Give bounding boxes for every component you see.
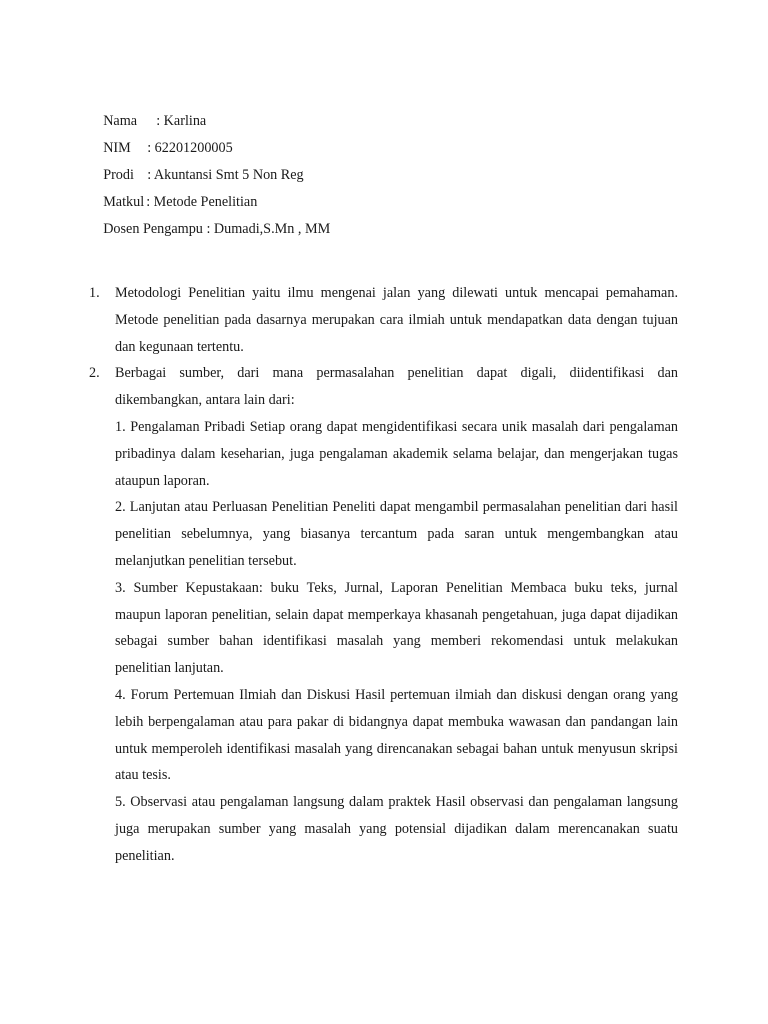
list-item — [89, 280, 678, 360]
sub-paragraph: 3. Sumber Kepustakaan: buku Teks, Jurnal, Laporan Penelitian Membaca buku teks, jurnal maupun laporan penelitian, selain dapat memperkaya khasanah pengetahuan, juga dapat dijadikan sebagai sumber bahan identifikasi masalah yang memberi rekomendasi untuk melakukan penelitian lanjutan. — [115, 579, 678, 677]
item-number: 2. — [89, 365, 100, 382]
sub-paragraph: 2. Lanjutan atau Perluasan Penelitian Peneliti dapat mengambil permasalahan penelitian dari hasil penelitian sebelumnya, yang biasanya tercantum pada saran untuk mengembangkan atau melanjutkan penelitian tersebut. — [115, 499, 678, 569]
paragraph: Metodologi Penelitian yaitu ilmu mengenai jalan yang dilewati untuk mencapai pemahaman. Metode penelitian pada dasarnya merupakan cara ilmiah untuk mendapatkan data dengan tujuan dan kegunaan tertentu. — [115, 285, 678, 355]
list-item — [89, 360, 678, 869]
item-number: 1. — [89, 285, 100, 301]
item-body — [115, 360, 678, 869]
sub-paragraph: 1. Pengalaman Pribadi Setiap orang dapat mengidentifikasi secara unik masalah dari pengalaman pribadinya dalam keseharian, juga pengalaman akademik selama belajar, dan mengerjakan tugas ataupun laporan. — [115, 418, 678, 489]
dosen-value: : Dumadi,S.Mn , MM — [206, 221, 331, 237]
nama-value: : Karlina — [156, 113, 207, 129]
paragraph: Berbagai sumber, dari mana permasalahan penelitian dapat digali, diidentifikasi dan dikembangkan, antara lain dari: — [115, 365, 678, 409]
nama-label: Nama — [103, 113, 138, 129]
prodi-value: : Akuntansi Smt 5 Non Reg — [147, 167, 304, 183]
nim-value: : 62201200005 — [147, 140, 233, 156]
nim-label: NIM — [103, 140, 131, 156]
sub-paragraph: 4. Forum Pertemuan Ilmiah dan Diskusi Hasil pertemuan ilmiah dan diskusi dengan orang yang lebih berpengalaman atau para pakar di bidangnya dapat membuka wawasan dan pandangan lain untuk memperoleh identifikasi masalah yang direncanakan sebagai bahan untuk menyusun skripsi atau tesis. — [115, 686, 678, 784]
item-body — [115, 280, 678, 360]
sub-paragraph: 5. Observasi atau pengalaman langsung dalam praktek Hasil observasi dan pengalaman langsung juga merupakan sumber yang masalah yang potensial dijadikan dalam merencanakan suatu penelitian. — [115, 794, 678, 864]
prodi-label: Prodi — [103, 167, 134, 183]
matkul-value: : Metode Penelitian — [146, 194, 258, 210]
dosen-line — [89, 202, 330, 256]
answer-list — [89, 280, 678, 870]
matkul-label: Matkul — [103, 194, 145, 210]
dosen-label: Dosen Pengampu — [103, 221, 203, 237]
